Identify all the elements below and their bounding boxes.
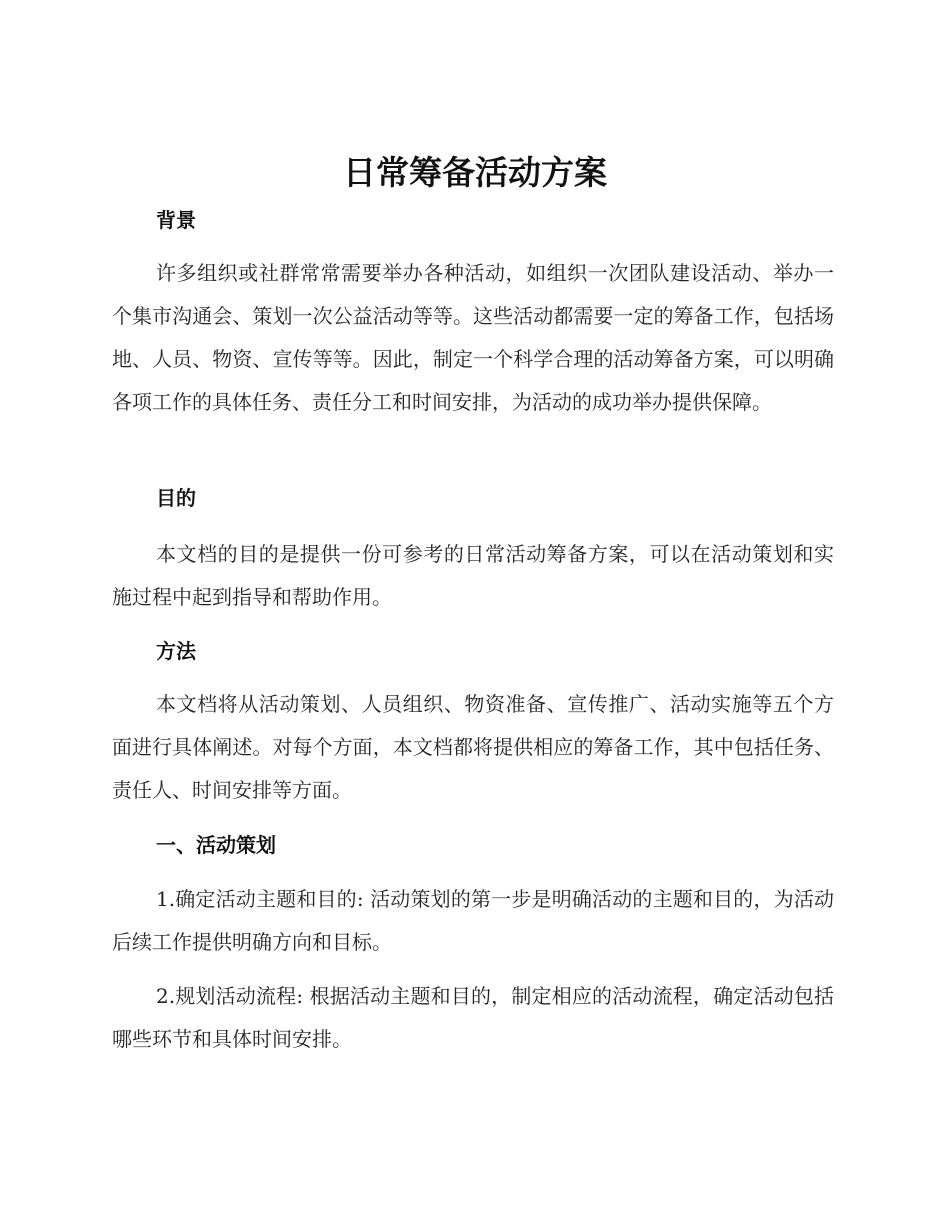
background-paragraph: 许多组织或社群常常需要举办各种活动，如组织一次团队建设活动、举办一个集市沟通会、策划一次公益活动等等。这些活动都需要一定的筹备工作，包括场地、人员、物资、宣传等等。因此，制定一个科学合理的活动筹备方案，可以明确各项工作的具体任务、责任分工和时间安排，为活动的成功举办提供保障。 <box>112 261 834 414</box>
section-heading-purpose: 目的 <box>156 486 196 510</box>
section-heading-method: 方法 <box>156 639 196 663</box>
section-heading-background: 背景 <box>156 208 196 232</box>
document-title: 日常筹备活动方案 <box>343 153 607 192</box>
planning-item-1: 1.确定活动主题和目的: 活动策划的第一步是明确活动的主题和目的，为活动后续工作提供明确方向和目标。 <box>112 887 834 954</box>
purpose-paragraph: 本文档的目的是提供一份可参考的日常活动筹备方案，可以在活动策划和实施过程中起到指导和帮助作用。 <box>112 542 834 609</box>
planning-item-2: 2.规划活动流程: 根据活动主题和目的，制定相应的活动流程，确定活动包括哪些环节和具体时间安排。 <box>112 984 834 1051</box>
section-heading-planning: 一、活动策划 <box>156 833 276 857</box>
method-paragraph: 本文档将从活动策划、人员组织、物资准备、宣传推广、活动实施等五个方面进行具体阐述。对每个方面，本文档都将提供相应的筹备工作，其中包括任务、责任人、时间安排等方面。 <box>112 692 834 802</box>
